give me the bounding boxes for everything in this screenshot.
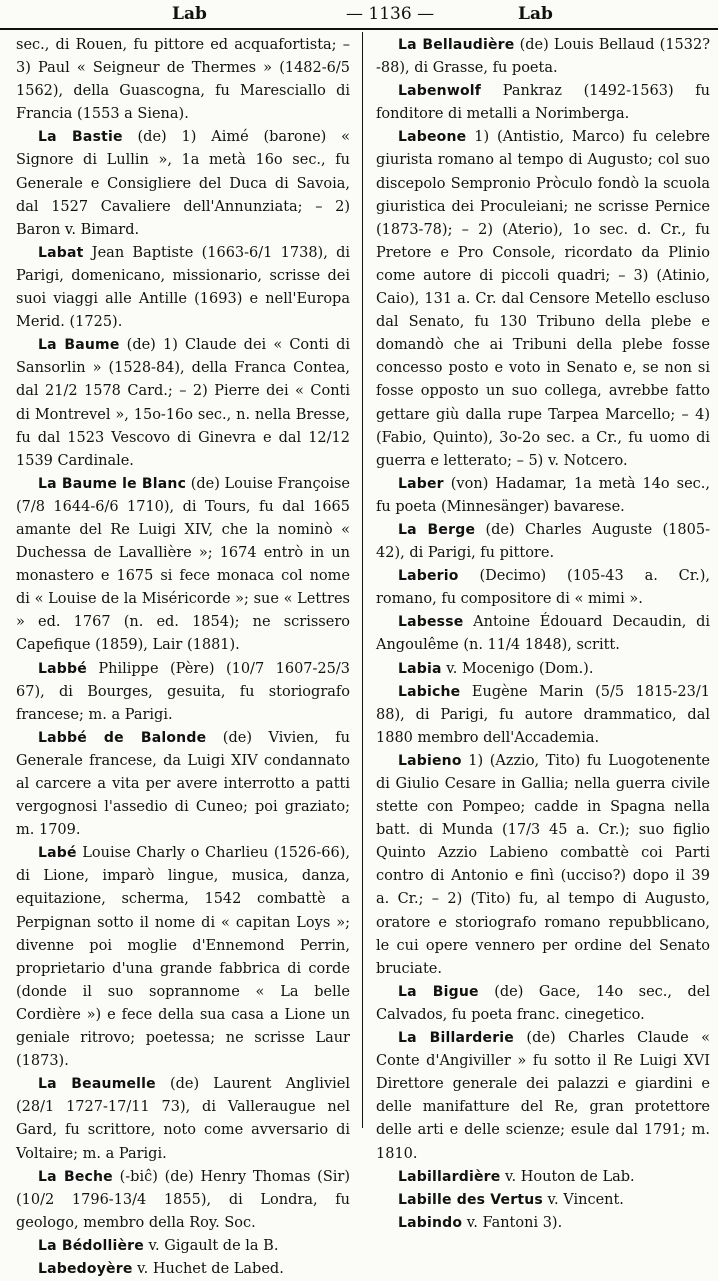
entry-text: (de) Laurent Angliviel (28/1 1727-17/11 73), di Valleraugue nel Gard, fu scrittore, noto come avversario di Voltaire; m. a Parigi. <box>16 1076 350 1162</box>
right-column <box>376 34 711 1231</box>
entry-headword: La Bastie <box>38 129 123 146</box>
dictionary-entry <box>376 681 710 750</box>
column-divider <box>362 32 363 1128</box>
dictionary-entry <box>376 1189 710 1212</box>
entry-text: (von) Hadamar, 1a metà 14o sec., fu poeta (Minnesänger) bavarese. <box>376 475 710 515</box>
running-head-left: Lab <box>172 4 207 24</box>
entry-headword: Laber <box>398 475 444 492</box>
running-head-right: Lab <box>518 4 553 24</box>
dictionary-entry <box>376 1166 710 1189</box>
entry-text: Antoine Édouard Decaudin, di Angoulême (n. 11/4 1848), scritt. <box>376 614 710 654</box>
entry-text: (de) Charles Auguste (1805-42), di Parigi, fu pittore. <box>376 521 710 562</box>
dictionary-entry <box>16 1235 350 1258</box>
dictionary-entry <box>376 750 710 981</box>
entry-text: v. Huchet de Labed. <box>132 1260 284 1277</box>
dictionary-entry <box>376 565 710 611</box>
entry-headword: La Baume le Blanc <box>38 475 187 492</box>
entry-headword: Labbé de Balonde <box>38 729 207 746</box>
dictionary-entry <box>376 1212 710 1235</box>
entry-headword: Labieno <box>398 752 462 769</box>
entry-headword: La Bédollière <box>38 1237 144 1254</box>
entry-text: 1) (Antistio, Marco) fu celebre giurista romano al tempo di Augusto; col suo discepolo Sempronio Pròculo fondò la scuola giuristica dei Proculeiani; ne scrisse Pernice (1873-78); – 2) (Aterio), 1o sec. d. Cr., fu Pretore e Pro Console, ricordato da Plinio come autore di piccoli quadri; – 3) (Atinio, Caio), 131 a. Cr. dal Censore Metello escluso dal Senato, fu 130 Tribuno della plebe e domandò che ai Tribuni della plebe fosse concesso posto e voto in Senato e, se non si fosse opposto un suo collega, avrebbe fatto gettare giù dalla rupe Tarpea Marcello; – 4) (Fabio, Quinto), 3o-2o sec. a Cr., fu uomo di guerra e letterato; – 5) v. Notcero. <box>376 129 710 469</box>
dictionary-entry <box>376 80 710 126</box>
entry-text: (de) Gace, 14o sec., del Calvados, fu poeta franc. cinegetico. <box>376 983 710 1023</box>
entry-headword: Labenwolf <box>398 83 482 100</box>
entry-text: Eugène Marin (5/5 1815-23/1 88), di Parigi, fu autore drammatico, dal 1880 membro dell'Accademia. <box>376 683 710 746</box>
entry-headword: La Beaumelle <box>38 1076 156 1093</box>
entry-text: (de) Charles Claude « Conte d'Angiviller » fu sotto il Re Luigi XVI Direttore generale dei palazzi e giardini e delle manifatture del Re, gran protettore delle arti e delle scienze; esule dal 1791; m. 1810. <box>376 1030 710 1162</box>
dictionary-entry <box>376 473 710 519</box>
dictionary-entry <box>376 611 710 657</box>
entry-text: (de) Louise Françoise (7/8 1644-6/6 1710), di Tours, fu dal 1665 amante del Re Luigi XIV, che la nominò « Duchessa de Lavallière »; 1674 entrò in un monastero e 1675 si fece monaca col nome di « Louise de la Miséricorde »; sue « Lettres » ed. 1767 (n. ed. 1854); ne scrissero Capefique (1859), Lair (1881). <box>16 475 350 654</box>
entry-text: v. Fantoni 3). <box>462 1214 563 1231</box>
dictionary-entry <box>16 473 350 658</box>
entry-text: v. Vincent. <box>542 1191 624 1208</box>
entry-text: (de) Vivien, fu Generale francese, da Luigi XIV condannato al carcere a vita per avere interrotto a patti vergognosi l'assedio di Cuneo; poi graziato; m. 1709. <box>16 729 350 839</box>
dictionary-entry <box>376 126 710 472</box>
entry-text: Pankraz (1492-1563) fu fonditore di metalli a Norimberga. <box>376 83 710 123</box>
dictionary-entry <box>16 727 350 842</box>
entry-text: (Decimo) (105-43 a. Cr.), romano, fu compositore di « mimi ». <box>376 568 710 608</box>
entry-headword: Labbé <box>38 660 87 677</box>
entry-text: (de) 1) Aimé (barone) « Signore di Lullin », 1a metà 16o sec., fu Generale e Consigliere del Duca di Savoia, dal 1527 Cavaliere dell'Annunziata; – 2) Baron v. Bimard. <box>16 129 350 238</box>
dictionary-entry <box>16 1073 350 1165</box>
dictionary-entry <box>376 981 710 1027</box>
entry-text: (-biĉ) (de) Henry Thomas (Sir) (10/2 1796-13/4 1855), di Londra, fu geologo, membro della Roy. Soc. <box>16 1168 350 1231</box>
entry-text: v. Mocenigo (Dom.). <box>441 660 594 677</box>
dictionary-entry <box>16 1166 350 1235</box>
dictionary-entry <box>16 34 350 126</box>
entry-headword: Labille des Vertus <box>398 1191 543 1208</box>
dictionary-entry <box>376 1027 710 1166</box>
entry-headword: Labedoyère <box>38 1260 133 1277</box>
left-column <box>16 34 350 1277</box>
entry-headword: Labat <box>38 244 84 261</box>
entry-text: (de) 1) Claude dei « Conti di Sansorlin » (1528-84), della Franca Contea, dal 21/2 1578 Card.; – 2) Pierre dei « Conti di Montrevel », 15o-16o sec., n. nella Bresse, fu dal 1523 Vescovo di Ginevra e dal 12/12 1539 Cardinale. <box>16 337 350 469</box>
dictionary-entry <box>16 334 350 473</box>
dictionary-entry <box>376 658 710 681</box>
entry-text: 1) (Azzio, Tito) fu Luogotenente di Giulio Cesare in Gallia; nella guerra civile stette con Pompeo; cadde in Spagna nella batt. di Munda (17/3 45 a. Cr.); suo figlio Quinto Azzio Labieno combattè coi Parti contro di Antonio e finì (ucciso?) dopo il 39 a. Cr.; – 2) (Tito) fu, al tempo di Augusto, oratore e storiografo romano repubblicano, le cui opere vennero per ordine del Senato bruciate. <box>376 752 710 977</box>
entry-text: v. Houton de Lab. <box>500 1168 635 1185</box>
entry-headword: Labesse <box>398 614 464 631</box>
entry-text: v. Gigault de la B. <box>143 1237 279 1254</box>
entry-headword: La Baume <box>38 337 120 354</box>
page-number: — 1136 — <box>346 4 435 24</box>
entry-headword: Laberio <box>398 568 459 585</box>
entry-headword: Labiche <box>398 683 461 700</box>
dictionary-entry <box>376 34 710 80</box>
dictionary-entry <box>16 242 350 334</box>
dictionary-entry <box>376 519 710 565</box>
entry-headword: La Bellaudière <box>398 37 515 53</box>
entry-text: (de) Louis Bellaud (1532?-88), di Grasse, fu poeta. <box>376 37 711 77</box>
entry-headword: La Bigue <box>398 983 479 1000</box>
entry-headword: La Billarderie <box>398 1030 514 1047</box>
dictionary-entry <box>16 842 350 1073</box>
dictionary-entry <box>16 658 350 727</box>
page-header <box>0 0 718 30</box>
entry-headword: Labindo <box>398 1214 463 1231</box>
entry-text: Philippe (Père) (10/7 1607-25/3 67), di Bourges, gesuita, fu storiografo francese; m. a Parigi. <box>16 660 350 723</box>
entry-text: Louise Charly o Charlieu (1526-66), di Lione, imparò lingue, musica, danza, equitazione, scherma, 1542 combattè a Perpignan sotto il nome di « capitan Loys »; divenne poi moglie d'Ennemond Perrin, proprietario d'una grande fabbrica di corde (donde il suo soprannome « La belle Cordière ») e fece della sua casa a Lione un geniale ritrovo; poetessa; ne scrisse Laur (1873). <box>16 845 350 1070</box>
entry-text: Jean Baptiste (1663-6/1 1738), di Parigi, domenicano, missionario, scrisse dei suoi viaggi alle Antille (1693) e nell'Europa Merid. (1725). <box>16 244 350 331</box>
entry-text: sec., di Rouen, fu pittore ed acquafortista; – 3) Paul « Seigneur de Thermes » (1482-6/5 1562), della Guascogna, fu Maresciallo di Francia (1553 a Siena). <box>16 37 350 123</box>
entry-headword: La Beche <box>38 1168 113 1185</box>
entry-headword: La Berge <box>398 521 476 538</box>
entry-headword: Labia <box>398 660 442 677</box>
dictionary-entry <box>16 1258 350 1281</box>
entry-headword: Labillardière <box>398 1168 501 1185</box>
entry-headword: Labé <box>38 845 77 862</box>
dictionary-entry <box>16 126 350 241</box>
entry-headword: Labeone <box>398 129 467 146</box>
